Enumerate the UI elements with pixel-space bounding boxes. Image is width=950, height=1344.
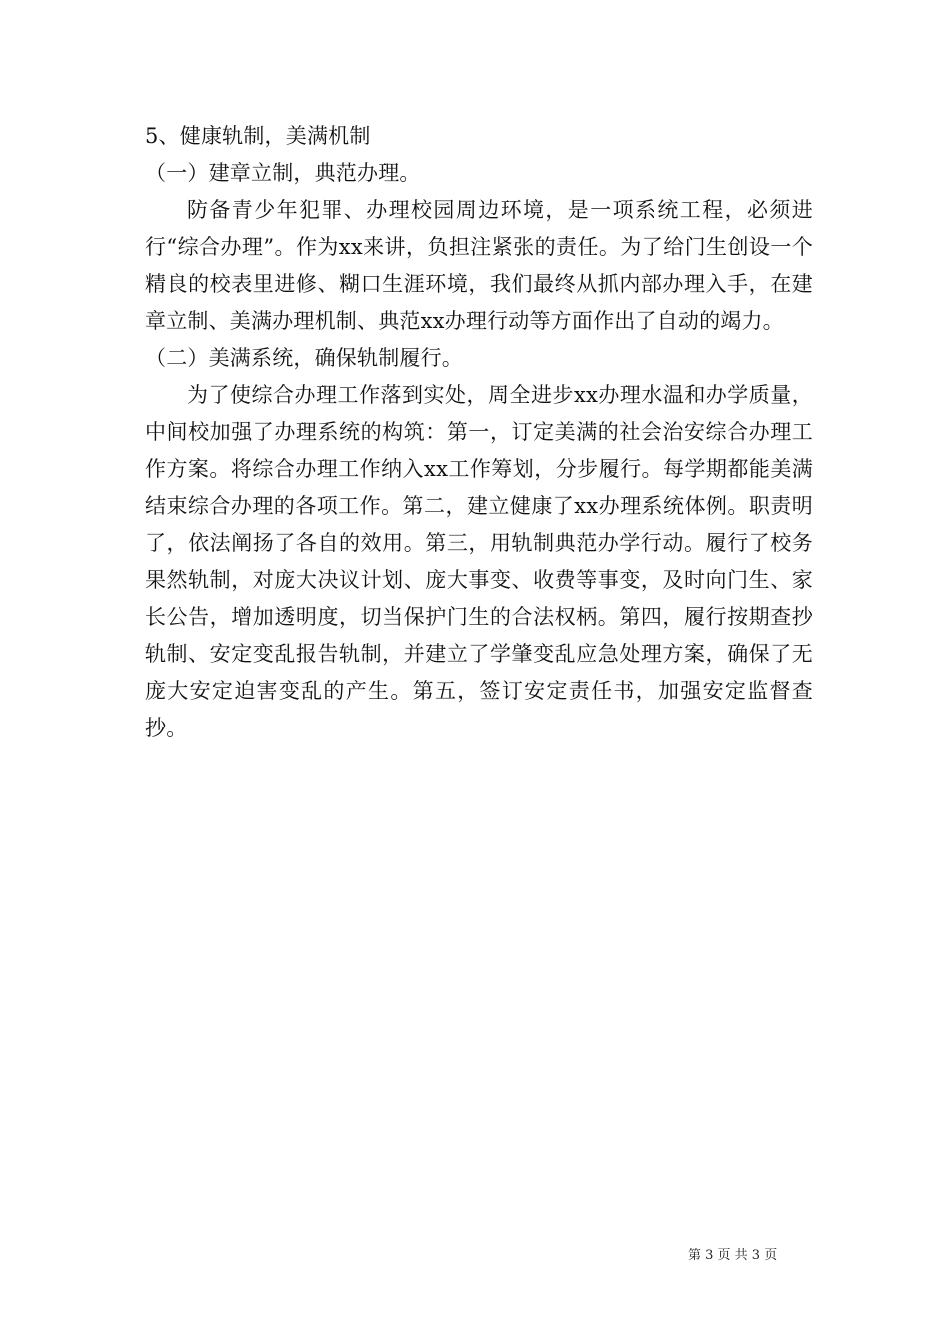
paragraph-2: 为了使综合办理工作落到实处，周全进步xx办理水温和办学质量，中间校加强了办理系统的构筑：第一，订定美满的社会治安综合办理工作方案。将综合办理工作纳入xx工作筹划，分步履行。每学期都能美满结束综合办理的各项工作。第二，建立健康了xx办理系统体例。职责明了，依法阐扬了各自的效用。第三，用轨制典范办学行动。履行了校务果然轨制，对庞大决议计划、庞大事变、收费等事变，及时向门生、家长公告，增加透明度，切当保护门生的合法权柄。第四，履行按期查抄轨制、安定变乱报告轨制，并建立了学肇变乱应急处理方案，确保了无庞大安定迫害变乱的产生。第五，签订安定责任书，加强安定监督查抄。 bbox=[145, 383, 813, 740]
section-heading: 5、健康轨制，美满机制 bbox=[145, 124, 371, 148]
page-number-footer: 第 3 页 共 3 页 bbox=[688, 1248, 778, 1263]
document-body bbox=[145, 118, 813, 747]
paragraph-1: 防备青少年犯罪、办理校园周边环境，是一项系统工程，必须进行“综合办理”。作为xx来讲，负担注紧张的责任。为了给门生创设一个精良的校表里进修、糊口生涯环境，我们最终从抓内部办理入手，在建章立制、美满办理机制、典范xx办理行动等方面作出了自动的竭力。 bbox=[145, 198, 813, 333]
subsection-heading-2: （二）美满系统，确保轨制履行。 bbox=[145, 346, 463, 370]
subsection-heading-1: （一）建章立制，典范办理。 bbox=[145, 161, 421, 185]
